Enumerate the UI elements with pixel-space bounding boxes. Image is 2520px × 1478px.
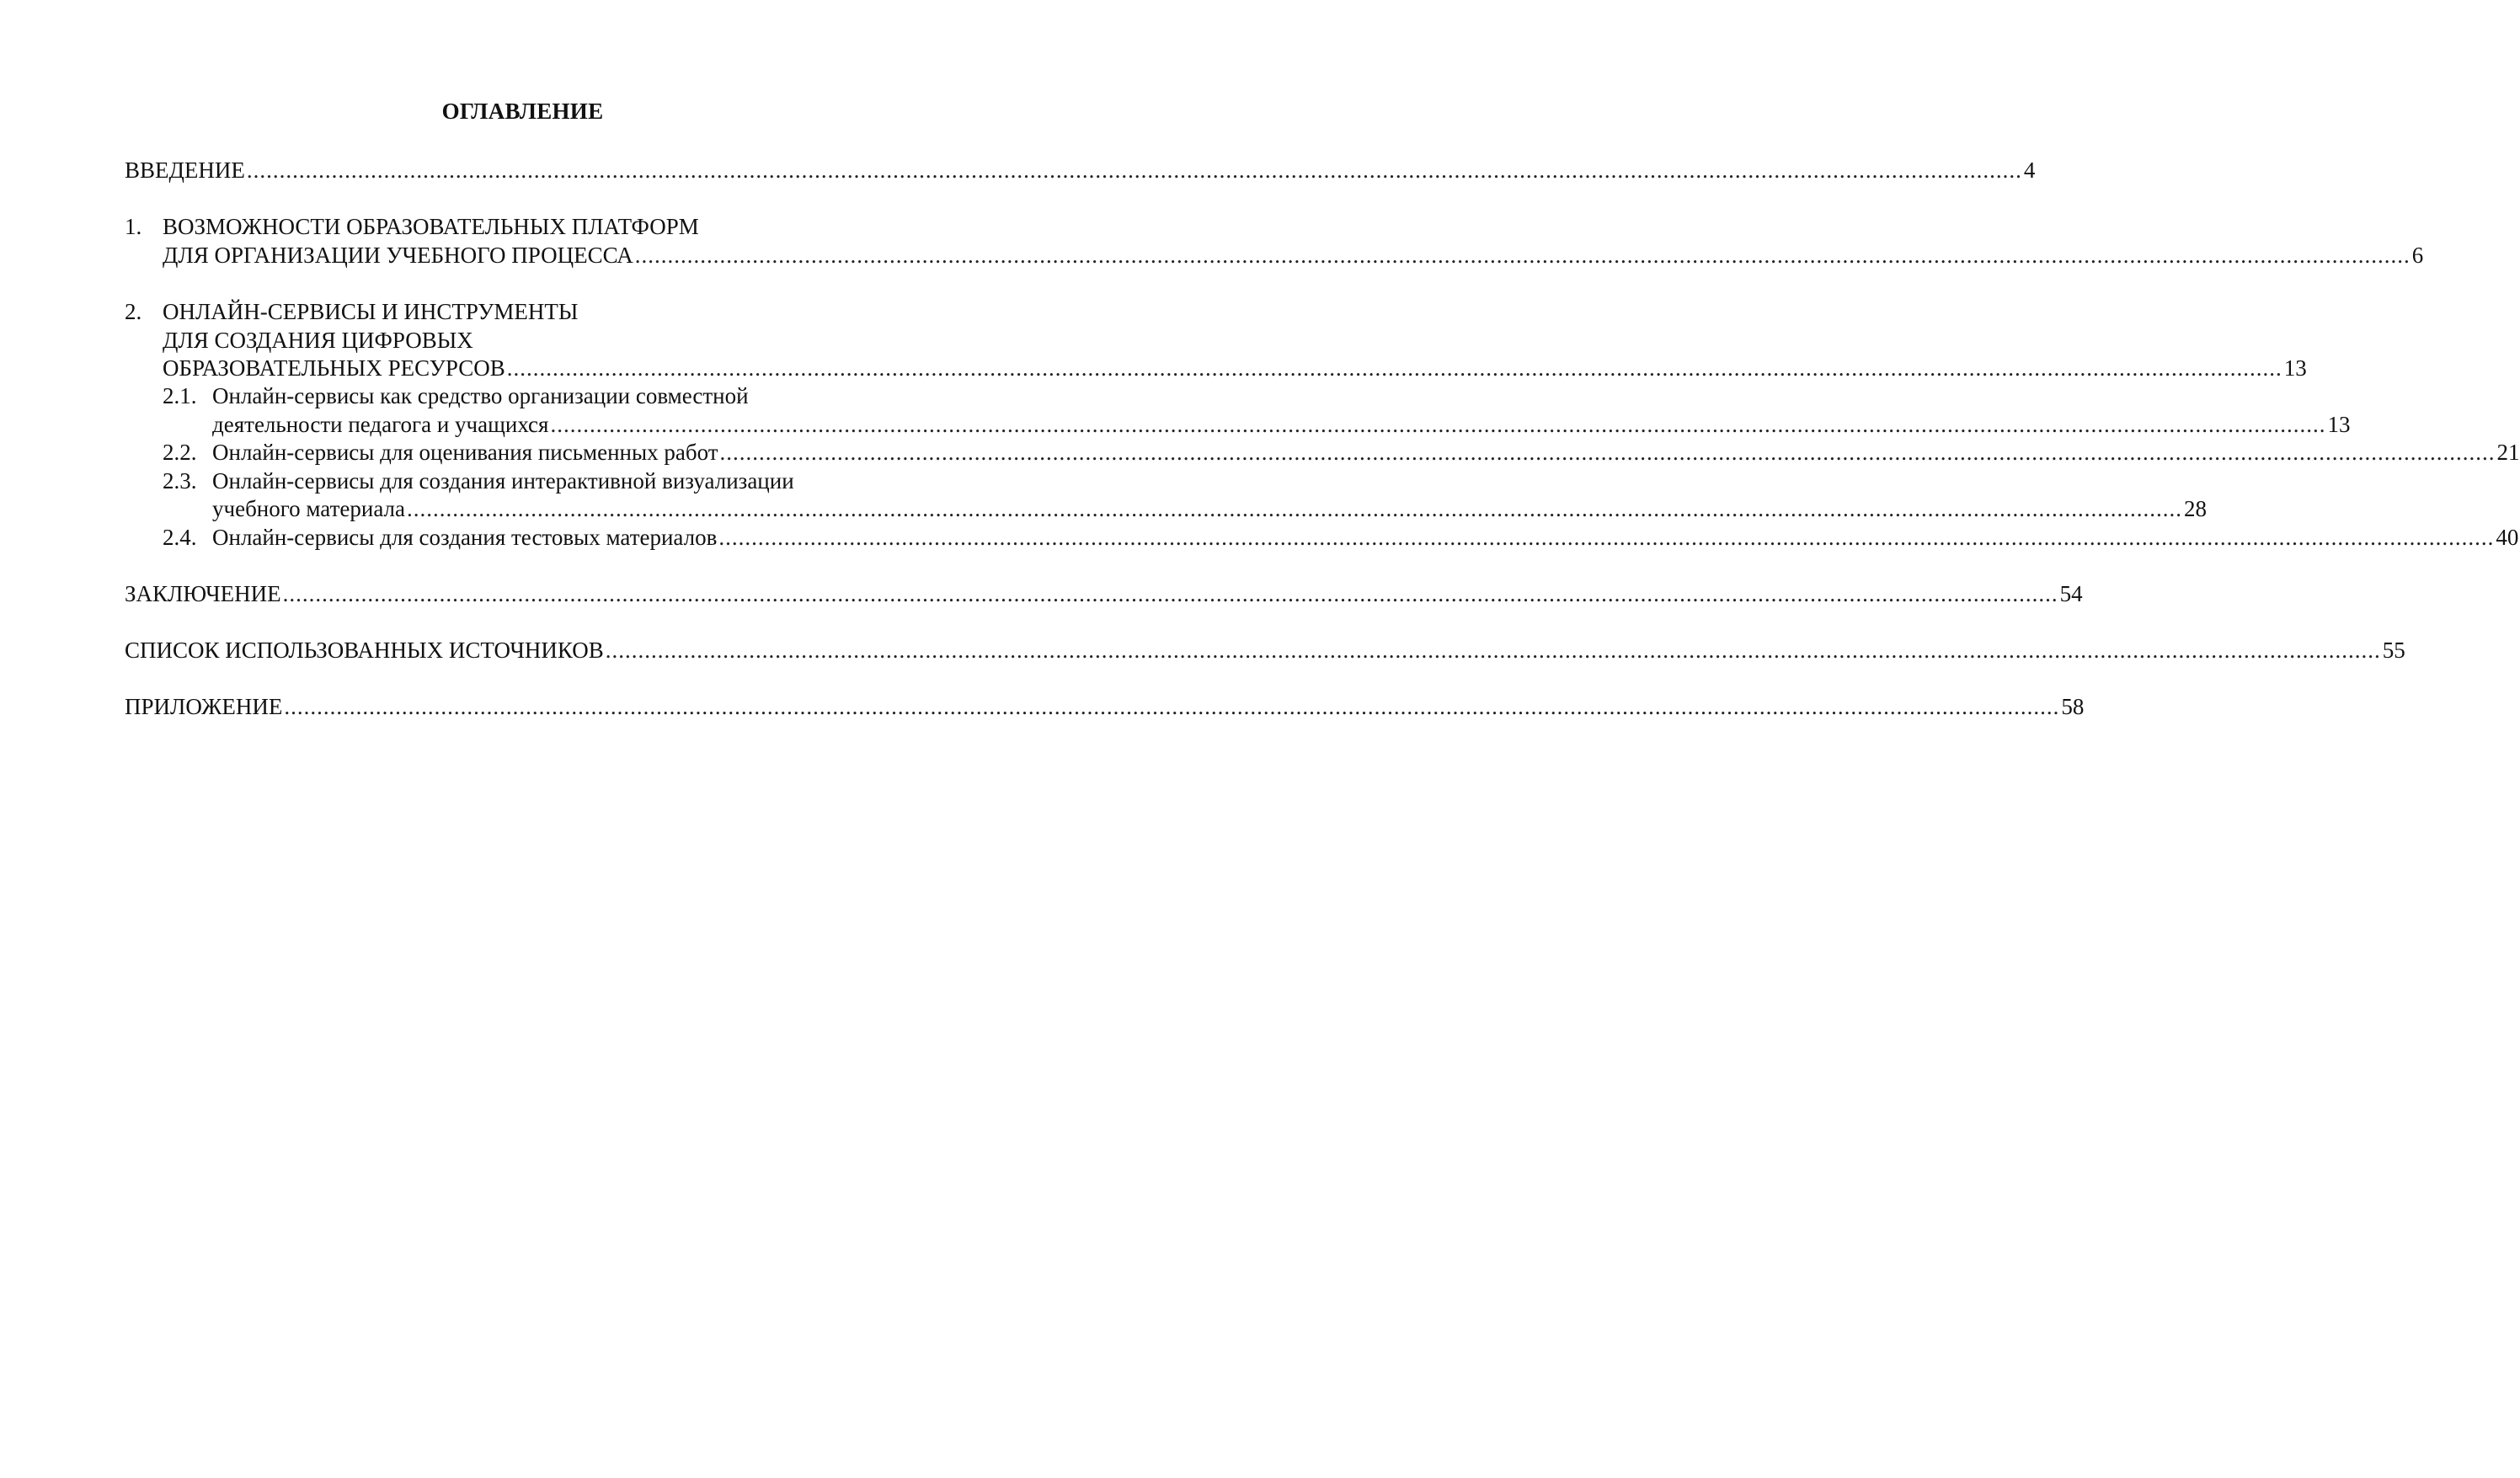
toc-page-number: 55 (2382, 638, 2405, 663)
toc-entry-text: ОНЛАЙН-СЕРВИСЫ И ИНСТРУМЕНТЫ (163, 299, 579, 324)
toc-entry-text: СПИСОК ИСПОЛЬЗОВАННЫХ ИСТОЧНИКОВ (125, 638, 604, 663)
toc-entry-s23-line2[interactable] (212, 494, 2207, 523)
toc-page-number: 13 (2283, 355, 2307, 381)
toc-entry-s21-line2[interactable] (212, 410, 2351, 439)
toc-entry-text: ОБРАЗОВАТЕЛЬНЫХ РЕСУРСОВ (163, 355, 505, 381)
dot-leader: ................................................................................................................................................................................................................................................................................ (634, 243, 2411, 268)
toc-entry-ch1-line1[interactable] (125, 212, 918, 241)
dot-leader: ................................................................................................................................................................................................................................................................................ (246, 157, 2022, 183)
toc-entry-number: 2. (125, 299, 142, 324)
toc-entry-s22[interactable] (163, 438, 2520, 467)
toc-entry-number: 2.4. (163, 525, 197, 550)
toc-entry-appendix[interactable] (125, 692, 2085, 721)
toc-entry-s23-line1[interactable] (163, 467, 918, 495)
toc-entry-ch2-line3[interactable] (163, 354, 2307, 382)
page-title: ОГЛАВЛЕНИЕ (441, 99, 604, 124)
dot-leader: ................................................................................................................................................................................................................................................................................ (506, 355, 2282, 381)
toc-entry-number: 2.3. (163, 468, 197, 494)
dot-leader: ................................................................................................................................................................................................................................................................................ (550, 412, 2326, 437)
toc-entry-text: Онлайн-сервисы для оценивания письменных работ (212, 440, 718, 465)
toc-entry-s24[interactable] (163, 523, 2519, 552)
toc-entry-text: Онлайн-сервисы для создания интерактивной визуализации (212, 468, 794, 494)
toc-entry-text: Онлайн-сервисы как средство организации совместной (212, 383, 749, 408)
toc-entry-text: ВОЗМОЖНОСТИ ОБРАЗОВАТЕЛЬНЫХ ПЛАТФОРМ (163, 214, 699, 239)
toc-entry-ch1-line2[interactable] (163, 241, 2424, 269)
toc-page-number: 13 (2327, 412, 2351, 437)
toc-entry-text: учебного материала (212, 496, 405, 521)
toc-entry-text: ДЛЯ ОРГАНИЗАЦИИ УЧЕБНОГО ПРОЦЕССА (163, 243, 633, 268)
toc-page-number: 54 (2059, 581, 2083, 606)
dot-leader: ................................................................................................................................................................................................................................................................................ (605, 638, 2381, 663)
toc-entry-text: ВВЕДЕНИЕ (125, 157, 245, 183)
toc-entry-number: 1. (125, 214, 142, 239)
toc-entry-sources[interactable] (125, 636, 2405, 664)
toc-entry-s21-line1[interactable] (163, 382, 918, 410)
toc-entry-number: 2.1. (163, 383, 197, 408)
dot-leader: ................................................................................................................................................................................................................................................................................ (407, 496, 2182, 521)
toc-entry-text: ПРИЛОЖЕНИЕ (125, 694, 283, 719)
toc-entry-text: Онлайн-сервисы для создания тестовых материалов (212, 525, 718, 550)
toc-entry-conclusion[interactable] (125, 579, 2083, 608)
toc-page-number: 28 (2184, 496, 2207, 521)
toc-page-number: 58 (2061, 694, 2085, 719)
toc-entry-text: ДЛЯ СОЗДАНИЯ ЦИФРОВЫХ (163, 328, 473, 353)
toc-entry-ch2-line2[interactable] (163, 326, 918, 355)
toc-page-number: 6 (2411, 243, 2424, 268)
toc-entry-ch2-line1[interactable] (125, 297, 918, 326)
toc-entry-text: ЗАКЛЮЧЕНИЕ (125, 581, 281, 606)
toc-entry-text: деятельности педагога и учащихся (212, 412, 549, 437)
dot-leader: ................................................................................................................................................................................................................................................................................ (718, 525, 2495, 550)
dot-leader: ................................................................................................................................................................................................................................................................................ (284, 694, 2060, 719)
toc-entry-intro[interactable] (125, 156, 2036, 184)
toc-page-number: 40 (2496, 525, 2519, 550)
toc-entry-number: 2.2. (163, 440, 197, 465)
dot-leader: ................................................................................................................................................................................................................................................................................ (282, 581, 2058, 606)
toc-page-number: 21 (2496, 440, 2520, 465)
toc-page-number: 4 (2023, 157, 2036, 183)
dot-leader: ................................................................................................................................................................................................................................................................................ (719, 440, 2496, 465)
